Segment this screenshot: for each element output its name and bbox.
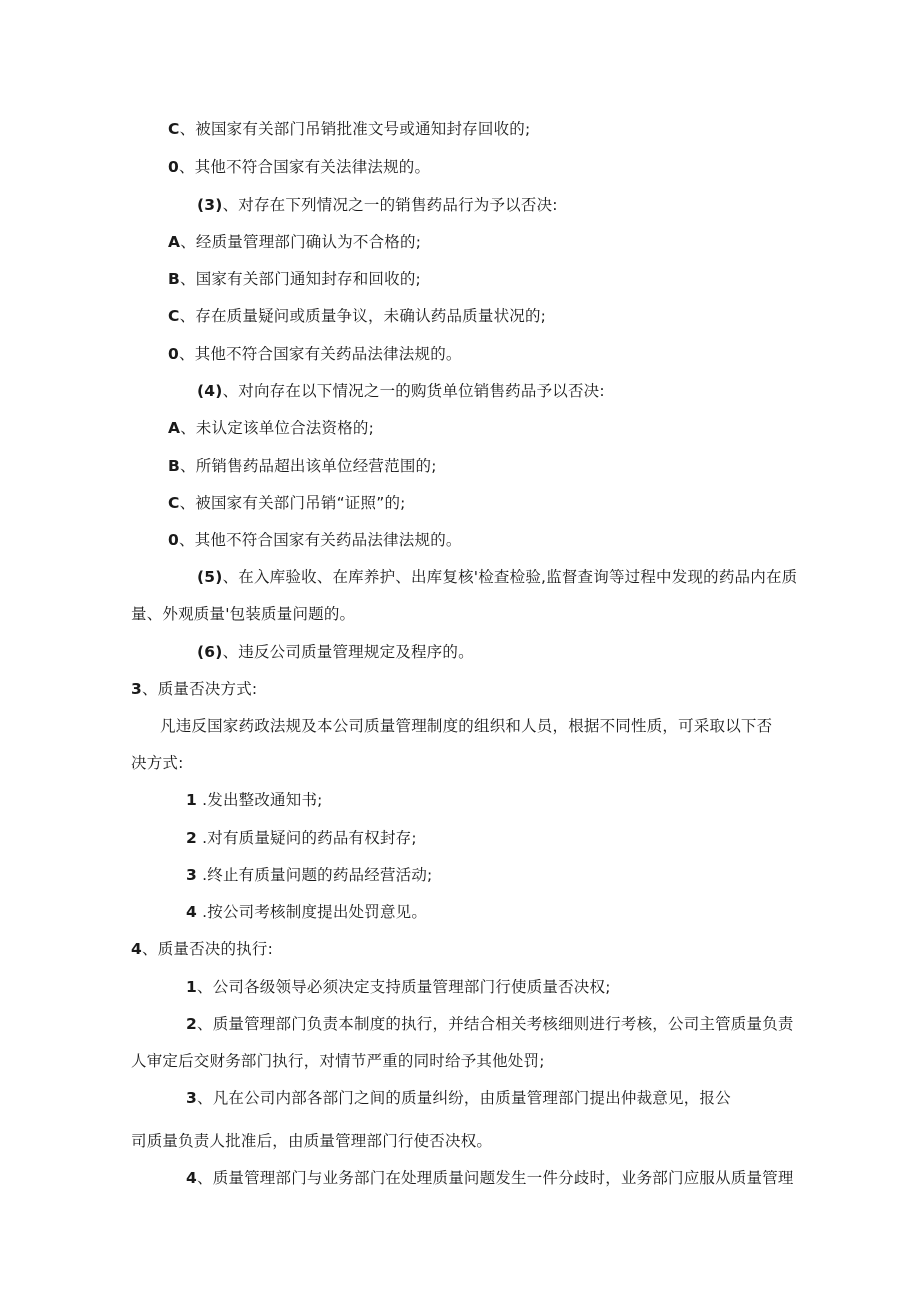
item-label: 2 <box>186 1015 197 1033</box>
text-line <box>197 642 474 662</box>
text-line <box>168 456 437 476</box>
text-line <box>168 306 546 326</box>
item-text: 、质量否决的执行: <box>142 940 274 958</box>
section-heading <box>131 679 257 699</box>
item-label: A <box>168 233 181 251</box>
item-text: .发出整改通知书; <box>197 791 323 809</box>
item-label: B <box>168 457 181 475</box>
item-text: 凡违反国家药政法规及本公司质量管理制度的组织和人员，根据不同性质，可采取以下否 <box>160 717 773 735</box>
item-label: C <box>168 494 180 512</box>
item-label: 3 <box>131 680 142 698</box>
text-line <box>186 865 432 885</box>
item-text: 、在入库验收、在库养护、出库复核'检查检验,监督查询等过程中发现的药品内在质 <box>222 568 798 586</box>
text-line <box>197 195 558 215</box>
item-text: 、经质量管理部门确认为不合格的; <box>180 233 422 251</box>
item-label: 0 <box>168 158 179 176</box>
item-label: 0 <box>168 345 179 363</box>
item-label: 4 <box>186 1169 197 1187</box>
item-label: 3 <box>186 866 197 884</box>
item-text: 量、外观质量'包装质量问题的。 <box>131 605 356 623</box>
item-text: 、质量管理部门与业务部门在处理质量问题发生一件分歧时，业务部门应服从质量管理 <box>197 1169 794 1187</box>
text-line <box>168 232 421 252</box>
item-label: 4 <box>131 940 142 958</box>
item-label: 0 <box>168 531 179 549</box>
item-label: C <box>168 307 180 325</box>
item-label: A <box>168 419 181 437</box>
item-label: C <box>168 120 180 138</box>
item-label: 1 <box>186 791 197 809</box>
item-text: .按公司考核制度提出处罚意见。 <box>197 903 428 921</box>
item-text: 、被国家有关部门吊销“证照”的; <box>179 494 406 512</box>
text-line <box>131 1131 492 1151</box>
item-text: 人审定后交财务部门执行，对情节严重的同时给予其他处罚; <box>131 1052 545 1070</box>
text-line <box>186 1088 731 1108</box>
item-label: 3 <box>186 1089 197 1107</box>
item-text: 、违反公司质量管理规定及程序的。 <box>222 643 474 661</box>
text-line <box>131 604 355 624</box>
text-line <box>168 157 430 177</box>
item-text: 、质量否决方式: <box>142 680 258 698</box>
item-label: (5) <box>197 568 223 586</box>
text-line <box>168 418 374 438</box>
item-text: 、被国家有关部门吊销批准文号或通知封存回收的; <box>179 120 531 138</box>
text-line <box>197 567 797 587</box>
text-line <box>186 977 611 997</box>
item-text: 、存在质量疑问或质量争议，未确认药品质量状况的; <box>179 307 547 325</box>
item-text: .对有质量疑问的药品有权封存; <box>197 829 417 847</box>
item-text: 、其他不符合国家有关药品法律法规的。 <box>179 345 462 363</box>
text-line <box>168 493 406 513</box>
item-text: 、对向存在以下情况之一的购货单位销售药品予以否决: <box>222 382 605 400</box>
item-text: 决方式: <box>131 754 184 772</box>
text-line <box>186 1168 794 1188</box>
text-line <box>131 753 184 773</box>
text-line <box>168 530 462 550</box>
text-line <box>168 344 462 364</box>
item-text: 、凡在公司内部各部门之间的质量纠纷，由质量管理部门提出仲裁意见，报公 <box>197 1089 731 1107</box>
item-text: 司质量负责人批准后，由质量管理部门行使否决权。 <box>131 1132 493 1150</box>
text-line <box>186 828 417 848</box>
text-line <box>160 716 772 736</box>
text-line <box>168 269 421 289</box>
item-label: 1 <box>186 978 197 996</box>
item-label: B <box>168 270 181 288</box>
text-line <box>186 790 323 810</box>
item-text: 、其他不符合国家有关药品法律法规的。 <box>179 531 462 549</box>
item-label: (4) <box>197 382 223 400</box>
text-line <box>131 1051 545 1071</box>
item-text: 、所销售药品超出该单位经营范围的; <box>180 457 437 475</box>
text-line <box>197 381 605 401</box>
text-line <box>186 902 427 922</box>
item-label: (3) <box>197 196 223 214</box>
item-text: 、未认定该单位合法资格的; <box>180 419 375 437</box>
item-text: 、公司各级领导必须决定支持质量管理部门行使质量否决权; <box>197 978 611 996</box>
text-line <box>186 1014 794 1034</box>
item-text: 、国家有关部门通知封存和回收的; <box>180 270 421 288</box>
item-text: 、质量管理部门负责本制度的执行，并结合相关考核细则进行考核，公司主管质量负责 <box>197 1015 794 1033</box>
item-text: 、其他不符合国家有关法律法规的。 <box>179 158 431 176</box>
item-text: 、对存在下列情况之一的销售药品行为予以否决: <box>222 196 558 214</box>
text-line <box>168 119 530 139</box>
item-label: 2 <box>186 829 197 847</box>
item-label: (6) <box>197 643 223 661</box>
item-text: .终止有质量问题的药品经营活动; <box>197 866 433 884</box>
item-label: 4 <box>186 903 197 921</box>
section-heading <box>131 939 273 959</box>
